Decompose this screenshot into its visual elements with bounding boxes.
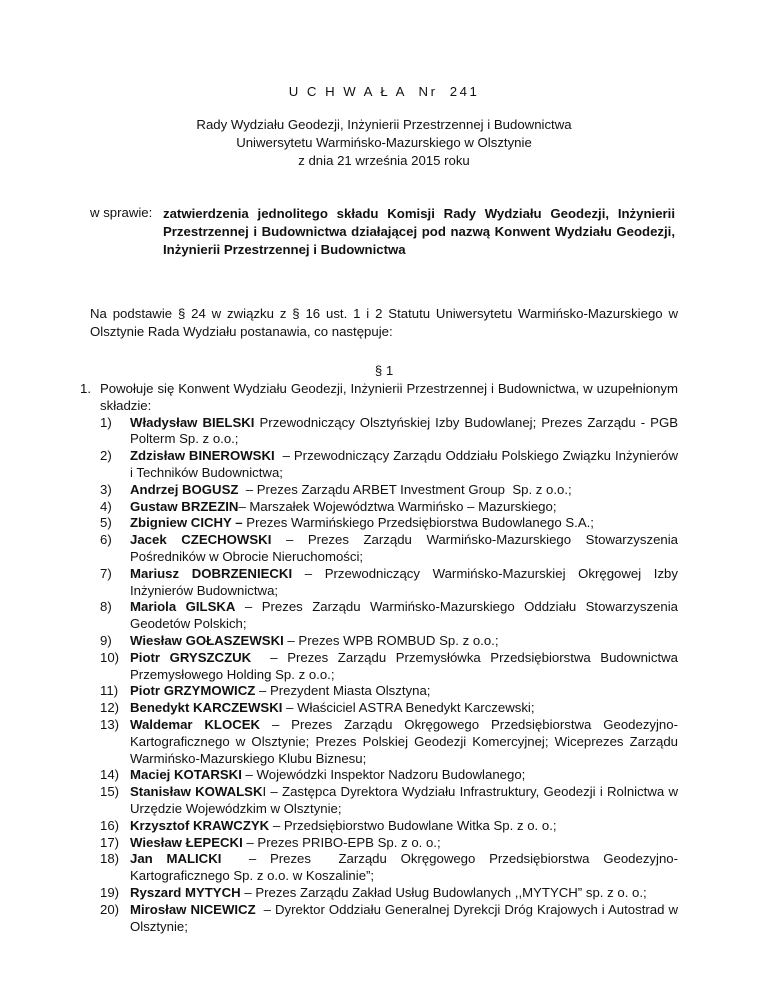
member-name: Mariola GILSKA [130, 599, 236, 615]
member-number: 18) [100, 851, 120, 867]
member-description: – Prezes PRIBO-EPB Sp. z o. o.; [242, 834, 441, 850]
list-item [100, 515, 678, 532]
member-number: 11) [100, 683, 119, 699]
member-description: – Prezes Zarządu Zakład Usług Budowlanych ,,MYTYCH” sp. z o. o.; [240, 884, 647, 900]
member-description: – Przewodniczący Warmińsko-Mazurskiej Okręgowej Izby Inżynierów Budownictwa; [130, 565, 682, 598]
list-item [100, 818, 678, 835]
member-description: Prezes Warmińskiego Przedsiębiorstwa Budowlanego S.A.; [242, 515, 594, 531]
member-number: 20) [100, 901, 120, 917]
member-number: 10) [100, 649, 120, 665]
member-name: Piotr GRYSZCZUK [130, 649, 252, 665]
member-name: Krzysztof KRAWCZYK [130, 817, 270, 833]
list-item [100, 599, 682, 633]
list-item [100, 633, 678, 650]
subtitle-line-council: Rady Wydziału Geodezji, Inżynierii Przestrzennej i Budownictwa [196, 117, 572, 132]
member-description: – Prezes Zarządu ARBET Investment Group Sp. z o.o.; [238, 481, 572, 497]
list-item [100, 482, 678, 499]
member-number: 7) [100, 565, 112, 581]
list-item [100, 885, 678, 902]
member-name: Maciej KOTARSKI [130, 767, 242, 783]
member-name: Mirosław NICEWICZ [130, 901, 256, 917]
list-item [100, 649, 682, 684]
list-item [100, 448, 682, 482]
member-description: – Prezes Zarządu Okręgowego Przedsiębiorstwa Geodezyjno-Kartograficznego Sp. z o.o. w Koszalinie”; [130, 851, 678, 884]
subject-text: zatwierdzenia jednolitego składu Komisji Rady Wydziału Geodezji, Inżynierii Przestrzennej i Budownictwa działającej pod nazwą Konwent Wydziału Geodezji, Inżynierii Przestrzennej i Budownictwa [163, 206, 675, 257]
member-description: – Właściciel ASTRA Benedykt Karczewski; [282, 700, 535, 716]
member-number: 15) [100, 784, 120, 800]
subtitle-line-date: z dnia 21 września 2015 roku [298, 153, 470, 168]
member-name: Wiesław GOŁASZEWSKI [130, 632, 284, 648]
member-name: Zdzisław BINEROWSKI [130, 448, 275, 464]
resolution-subtitle [0, 117, 768, 171]
member-number: 9) [100, 632, 112, 648]
member-description: I – Zastępca Dyrektora Wydziału Infrastruktury, Geodezji i Rolnictwa w Urzędzie Wojewódzkim w Olsztynie; [130, 784, 682, 816]
list-item [100, 683, 678, 700]
member-description: – Przewodniczący Zarządu Oddziału Polskiego Związku Inżynierów i Techników Budownictwa; [130, 448, 682, 480]
list-item [100, 901, 682, 936]
member-name: Wiesław ŁEPECKI [130, 834, 243, 850]
member-number: 2) [100, 448, 112, 464]
point-number: 1. [80, 381, 91, 396]
list-item [100, 532, 682, 566]
list-item [100, 414, 682, 449]
member-description: – Prezes Zarządu Okręgowego Przedsiębiorstwa Geodezyjno-Kartograficznego w Olsztynie; Prezes Polskiej Geodezji Komercyjnej; Wiceprezes Zarządu Warmińsko-Mazurskiego Klubu Biznesu; [130, 716, 682, 766]
member-number: 17) [100, 834, 120, 850]
member-name: Zbigniew CICHY – [130, 515, 243, 531]
member-name: Gustaw BRZEZIN [130, 498, 239, 514]
list-item [100, 835, 678, 852]
member-name: Waldemar KLOCEK [130, 716, 261, 732]
member-description: – Prezes Zarządu Przemysłówka Przedsiębiorstwa Budownictwa Przemysłowego Holding Sp. z o.o.; [130, 649, 682, 682]
member-description: – Dyrektor Oddziału Generalnej Dyrekcji Dróg Krajowych i Autostrad w Olsztynie; [130, 901, 682, 934]
member-number: 12) [100, 700, 120, 716]
member-description: – Prezes Zarządu Warmińsko-Mazurskiego Stowarzyszenia Pośredników w Obrocie Nieruchomości; [130, 532, 682, 564]
list-item [100, 716, 682, 767]
subject-block [90, 205, 675, 259]
member-number: 14) [100, 767, 120, 783]
members-list [100, 414, 682, 936]
member-description: – Wojewódzki Inspektor Nadzoru Budowlanego; [241, 767, 526, 783]
member-number: 6) [100, 532, 112, 548]
member-name: Ryszard MYTYCH [130, 884, 241, 900]
member-name: Władysław BIELSKI [130, 414, 255, 430]
list-item [100, 565, 682, 600]
member-number: 5) [100, 515, 112, 531]
list-item [100, 784, 682, 818]
member-number: 19) [100, 884, 120, 900]
member-number: 4) [100, 498, 112, 514]
member-name: Andrzej BOGUSZ [130, 481, 239, 497]
member-name: Mariusz DOBRZENIECKI [130, 565, 293, 581]
member-name: Piotr GRZYMOWICZ [130, 683, 256, 699]
member-name: Stanisław KOWALSK [130, 784, 263, 800]
member-description: – Prezes WPB ROMBUD Sp. z o.o.; [283, 632, 499, 648]
subject-label: w sprawie: [90, 205, 153, 220]
member-description: – Prezes Zarządu Warmińsko-Mazurskiego Oddziału Stowarzyszenia Geodetów Polskich; [130, 599, 682, 632]
member-description: – Marszałek Województwa Warmińsko – Mazurskiego; [238, 498, 557, 514]
legal-basis: Na podstawie § 24 w związku z § 16 ust. 1 i 2 Statutu Uniwersytetu Warmińsko-Mazurskiego w Olsztynie Rada Wydziału postanawia, co następuje: [90, 306, 678, 339]
list-item [100, 767, 678, 784]
member-number: 13) [100, 716, 120, 732]
member-description: Przewodniczący Olsztyńskiej Izby Budowlanej; Prezes Zarządu - PGB Polterm Sp. z o.o.; [130, 414, 682, 447]
section-mark: § 1 [374, 363, 394, 378]
member-number: 3) [100, 481, 112, 497]
list-item [100, 700, 678, 717]
subtitle-line-university: Uniwersytetu Warmińsko-Mazurskiego w Olsztynie [236, 135, 532, 150]
member-name: Benedykt KARCZEWSKI [130, 700, 283, 716]
member-description: – Przedsiębiorstwo Budowlane Witka Sp. z o. o.; [269, 817, 557, 833]
member-number: 1) [100, 414, 112, 430]
member-description: – Prezydent Miasta Olsztyna; [255, 683, 431, 699]
list-item [100, 499, 678, 516]
list-item [100, 851, 678, 885]
member-name: Jan MALICKI [130, 851, 222, 867]
section-1 [80, 381, 682, 935]
member-number: 8) [100, 599, 112, 615]
point-intro: Powołuje się Konwent Wydziału Geodezji, Inżynierii Przestrzennej i Budownictwa, w uzupełnionym składzie: [100, 381, 678, 413]
member-name: Jacek CZECHOWSKI [130, 532, 272, 548]
member-number: 16) [100, 817, 120, 833]
resolution-title: U C H W A Ł A Nr 241 [288, 84, 480, 99]
